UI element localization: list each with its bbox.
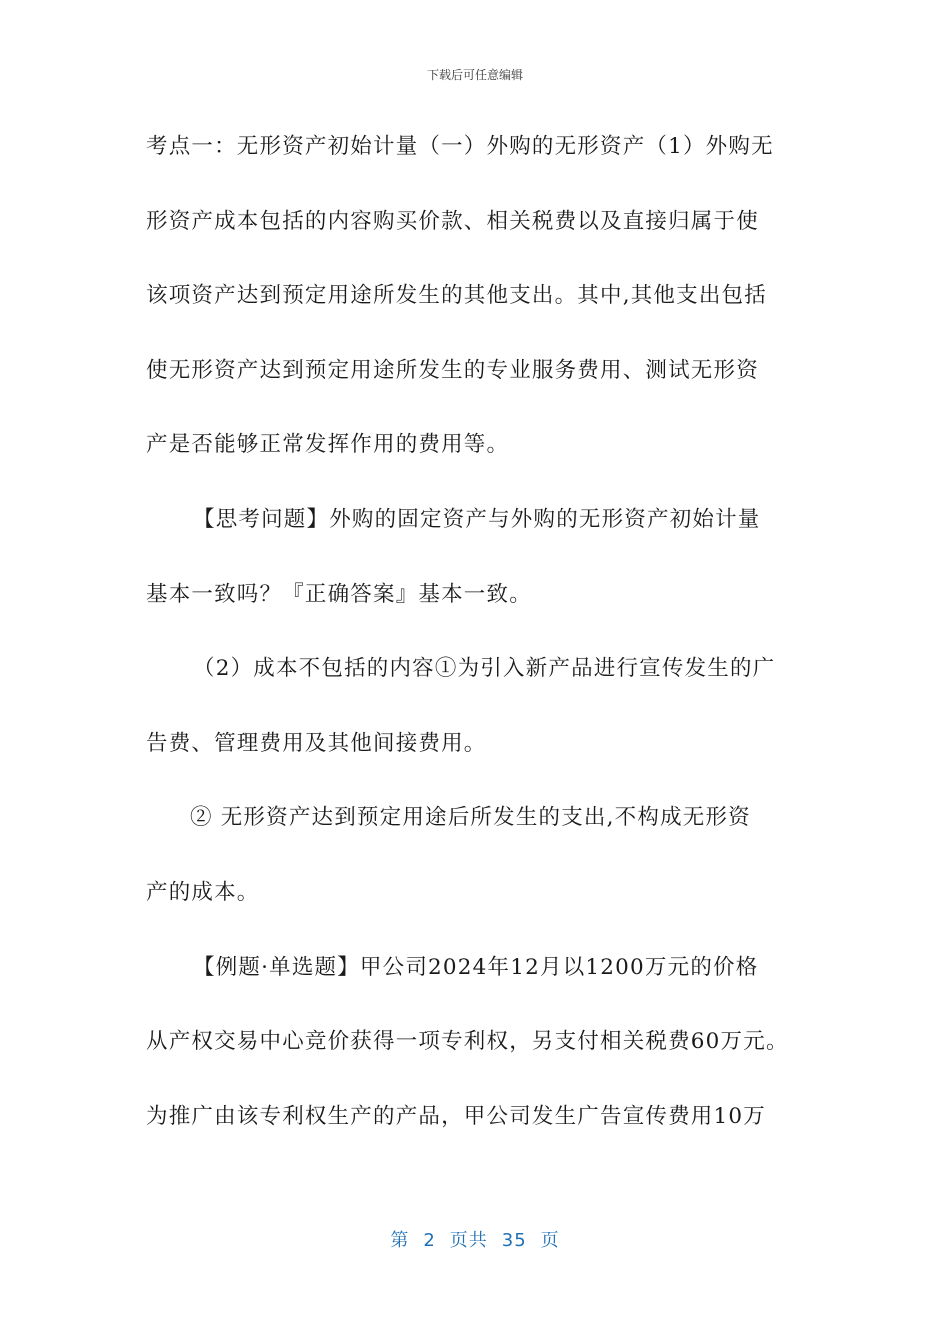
paragraph-line: 从产权交易中心竞价获得一项专利权，另支付相关税费60万元。 <box>146 1029 789 1055</box>
document-body <box>146 124 826 1168</box>
paragraph-line: 产的成本。 <box>146 879 260 905</box>
paragraph-line: 形资产成本包括的内容购买价款、相关税费以及直接归属于使 <box>146 208 759 234</box>
header-note: 下载后可任意编辑 <box>426 68 523 82</box>
paragraph-line: 为推广由该专利权生产的产品，甲公司发生广告宣传费用10万 <box>146 1103 766 1129</box>
paragraph-line: 该项资产达到预定用途所发生的其他支出。其中,其他支出包括 <box>146 283 767 309</box>
paragraph-line: ② 无形资产达到预定用途后所发生的支出,不构成无形资 <box>190 805 751 831</box>
paragraph-line: 产是否能够正常发挥作用的费用等。 <box>146 432 510 458</box>
paragraph-line: （2）成本不包括的内容①为引入新产品进行宣传发生的广 <box>193 656 776 682</box>
paragraph-line: 考点一：无形资产初始计量（一）外购的无形资产（1）外购无 <box>146 134 774 159</box>
current-page-number: 2 <box>423 1230 436 1251</box>
paragraph-line: 【思考问题】外购的固定资产与外购的无形资产初始计量 <box>193 506 761 532</box>
footer-prefix: 第 <box>390 1230 410 1251</box>
paragraph-line: 告费、管理费用及其他间接费用。 <box>146 730 487 756</box>
paragraph-line: 基本一致吗？『正确答案』基本一致。 <box>146 581 532 607</box>
paragraph-line: 【例题·单选题】甲公司2024年12月以1200万元的价格 <box>193 954 759 980</box>
page-footer <box>0 1226 950 1252</box>
total-page-count: 35 <box>501 1230 527 1251</box>
paragraph-line: 使无形资产达到预定用途所发生的专业服务费用、测试无形资 <box>146 357 759 383</box>
footer-middle: 页共 <box>449 1230 488 1251</box>
footer-suffix: 页 <box>540 1230 560 1251</box>
